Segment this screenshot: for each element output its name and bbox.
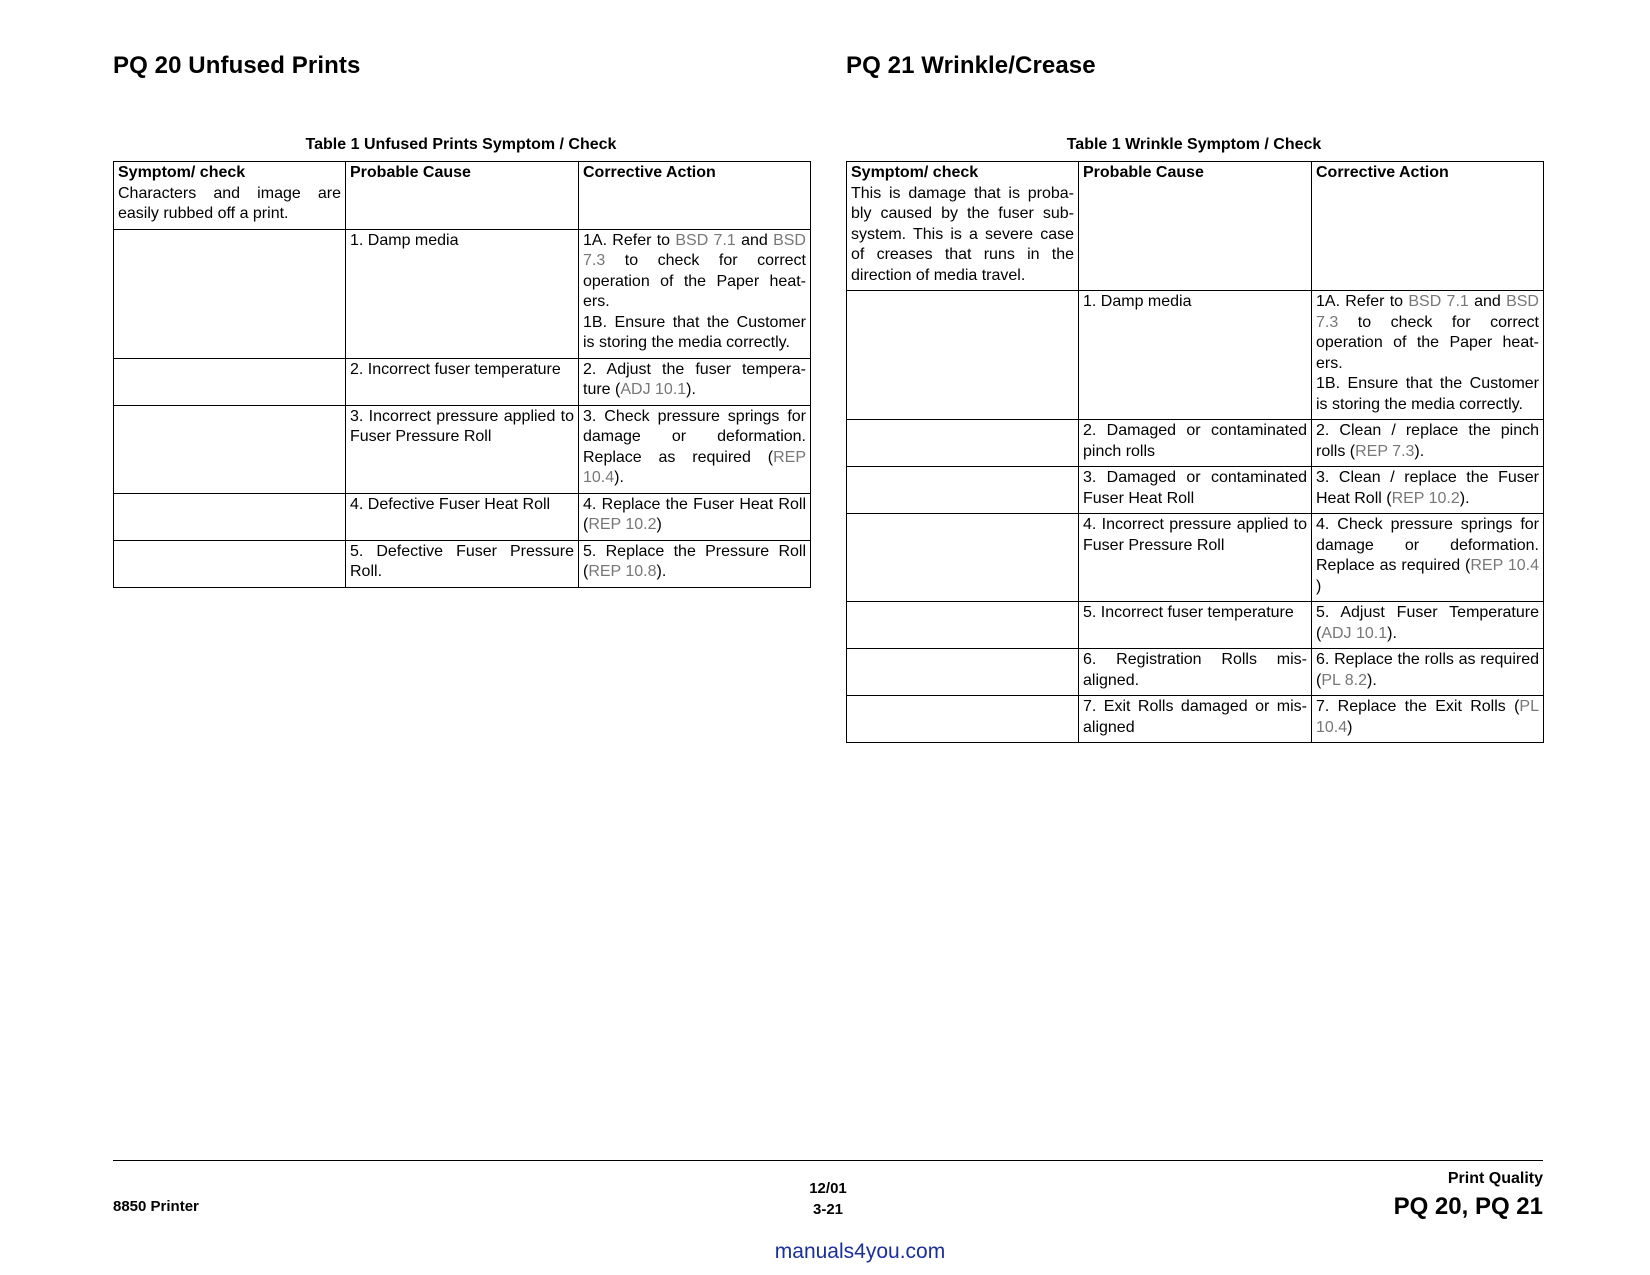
probable-cause-cell: 1. Damp media [346, 229, 579, 358]
action-text: and [1468, 293, 1507, 310]
corrective-action-cell [1312, 602, 1544, 649]
table-header-row [114, 162, 811, 230]
probable-cause-cell: 3. Incorrect pressure applied to Fuser Pressure Roll [346, 405, 579, 493]
action-text: 1A. Refer to [1316, 293, 1409, 310]
action-text: ). [1459, 489, 1470, 507]
reference-link[interactable]: ADJ 10.1 [620, 381, 687, 398]
column-header-symptom: Symptom/ check [851, 164, 979, 181]
symptom-cell-empty [847, 420, 1079, 467]
left-table-caption: Table 1 Unfused Prints Symptom / Check [305, 136, 617, 153]
corrective-action-cell [1312, 420, 1544, 467]
action-text: ). [1387, 624, 1397, 642]
reference-link[interactable]: REP 10.2 [1391, 489, 1460, 507]
symptom-cell [114, 162, 346, 230]
table-row [847, 291, 1544, 420]
table-row [847, 696, 1544, 743]
action-text: to check for correct operation of the Paper heat-ers. [583, 252, 806, 310]
column-header-action: Corrective Action [1312, 162, 1544, 291]
symptom-cell-empty [114, 493, 346, 540]
symptom-cell-empty [114, 540, 346, 587]
reference-link[interactable]: PL 8.2 [1321, 671, 1367, 689]
symptom-text: This is damage that is proba-bly caused by the fuser sub-system. This is a severe case of creases that runs in the direction of media travel. [851, 184, 1074, 284]
table-row [847, 514, 1544, 602]
table-row [114, 229, 811, 358]
reference-link[interactable]: REP 10.4 [583, 448, 806, 486]
action-text: 4. Replace the Fuser Heat Roll ( [583, 495, 806, 533]
symptom-cell [847, 162, 1079, 291]
footer-page-label: PQ 20, PQ 21 [1393, 1193, 1543, 1220]
column-header-cause: Probable Cause [1079, 162, 1312, 291]
action-text: 4. Check pressure springs for damage or deformation. Replace as required ( [1316, 516, 1539, 574]
reference-link[interactable]: ADJ 10.1 [1321, 624, 1388, 642]
action-text: ). [614, 469, 624, 486]
action-text: 1B. Ensure that the Customer is storing the media correctly. [583, 313, 806, 351]
reference-link[interactable]: BSD 7.3 [1316, 293, 1539, 331]
right-table-caption: Table 1 Wrinkle Symptom / Check [1066, 136, 1322, 153]
probable-cause-cell: 6. Registration Rolls mis-aligned. [1079, 649, 1312, 696]
reference-link[interactable]: BSD 7.1 [675, 231, 736, 249]
corrective-action-cell [579, 540, 811, 587]
reference-link[interactable]: BSD 7.1 [1408, 293, 1469, 310]
action-text: 2. Adjust the fuser tempera-ture ( [583, 360, 806, 398]
reference-link[interactable]: REP 7.3 [1355, 442, 1415, 460]
footer-date: 12/01 [809, 1180, 847, 1197]
symptom-cell-empty [114, 358, 346, 405]
corrective-action-cell [579, 358, 811, 405]
reference-link[interactable]: REP 10.8 [588, 563, 657, 580]
symptom-text: Characters and image are easily rubbed off a print. [118, 184, 341, 222]
probable-cause-cell: 3. Damaged or contaminated Fuser Heat Roll [1079, 467, 1312, 514]
probable-cause-cell: 4. Defective Fuser Heat Roll [346, 493, 579, 540]
footer-product-name: 8850 Printer [113, 1198, 199, 1215]
wrinkle-table [846, 161, 1544, 743]
footer-section: Print Quality [1447, 1170, 1543, 1187]
action-text: 3. Check pressure springs for damage or deformation. Replace as required ( [583, 407, 806, 466]
action-text: 7. Replace the Exit Rolls ( [1316, 698, 1520, 715]
action-text: ) [1316, 577, 1322, 595]
action-text: 5. Replace the Pressure Roll ( [583, 542, 806, 580]
probable-cause-cell: 5. Defective Fuser Pressure Roll. [346, 540, 579, 587]
table-row [114, 358, 811, 405]
table-row [847, 649, 1544, 696]
table-row [847, 467, 1544, 514]
action-text: 5. Adjust Fuser Temperature ( [1316, 604, 1539, 642]
corrective-action-cell [579, 405, 811, 493]
table-row [114, 493, 811, 540]
footer-date-page [778, 1178, 878, 1220]
probable-cause-cell: 1. Damp media [1079, 291, 1312, 420]
action-text: ). [1367, 671, 1377, 689]
probable-cause-cell: 2. Incorrect fuser temperature [346, 358, 579, 405]
symptom-cell-empty [847, 696, 1079, 743]
probable-cause-cell: 2. Damaged or contaminated pinch rolls [1079, 420, 1312, 467]
action-text: 1A. Refer to [583, 231, 676, 249]
reference-link[interactable]: REP 10.4 [1470, 557, 1539, 574]
action-text: ). [656, 563, 667, 580]
table-header-row [847, 162, 1544, 291]
table-row [847, 602, 1544, 649]
action-text: 1B. Ensure that the Customer is storing the media correctly. [1316, 375, 1539, 413]
corrective-action-cell [1312, 291, 1544, 420]
probable-cause-cell: 4. Incorrect pressure applied to Fuser Pressure Roll [1079, 514, 1312, 602]
table-row [114, 405, 811, 493]
action-text: ). [1414, 442, 1425, 460]
symptom-cell-empty [847, 467, 1079, 514]
column-header-action: Corrective Action [579, 162, 811, 230]
column-header-symptom: Symptom/ check [118, 164, 246, 181]
symptom-cell-empty [847, 649, 1079, 696]
corrective-action-cell [1312, 696, 1544, 743]
symptom-cell-empty [114, 229, 346, 358]
action-text: 3. Clean / replace the Fuser Heat Roll ( [1316, 469, 1539, 507]
action-text: ) [656, 516, 662, 533]
right-page-title: PQ 21 Wrinkle/Crease [846, 52, 1096, 79]
corrective-action-cell [1312, 514, 1544, 602]
corrective-action-cell [1312, 649, 1544, 696]
action-text: 2. Clean / replace the pinch rolls ( [1316, 422, 1539, 460]
action-text: 6. Replace the rolls as required ( [1316, 651, 1539, 689]
reference-link[interactable]: BSD 7.3 [583, 231, 806, 269]
corrective-action-cell [579, 229, 811, 358]
probable-cause-cell: 5. Incorrect fuser temperature [1079, 602, 1312, 649]
unfused-prints-table [113, 161, 811, 588]
action-text: ). [686, 381, 696, 398]
table-row [847, 420, 1544, 467]
symptom-cell-empty [847, 602, 1079, 649]
column-header-cause: Probable Cause [346, 162, 579, 230]
reference-link[interactable]: PL 10.4 [1316, 698, 1539, 736]
reference-link[interactable]: REP 10.2 [588, 516, 657, 533]
footer-page-number: 3-21 [812, 1201, 844, 1218]
symptom-cell-empty [847, 514, 1079, 602]
action-text: to check for correct operation of the Paper heat-ers. [1316, 313, 1539, 372]
probable-cause-cell: 7. Exit Rolls damaged or mis-aligned [1079, 696, 1312, 743]
table-row [114, 540, 811, 587]
symptom-cell-empty [114, 405, 346, 493]
corrective-action-cell [1312, 467, 1544, 514]
action-text: ) [1347, 718, 1353, 736]
corrective-action-cell [579, 493, 811, 540]
action-text: and [735, 231, 774, 249]
footer-divider [113, 1160, 1543, 1161]
watermark-link[interactable]: manuals4you.com [774, 1240, 946, 1263]
left-page-title: PQ 20 Unfused Prints [113, 52, 361, 79]
symptom-cell-empty [847, 291, 1079, 420]
